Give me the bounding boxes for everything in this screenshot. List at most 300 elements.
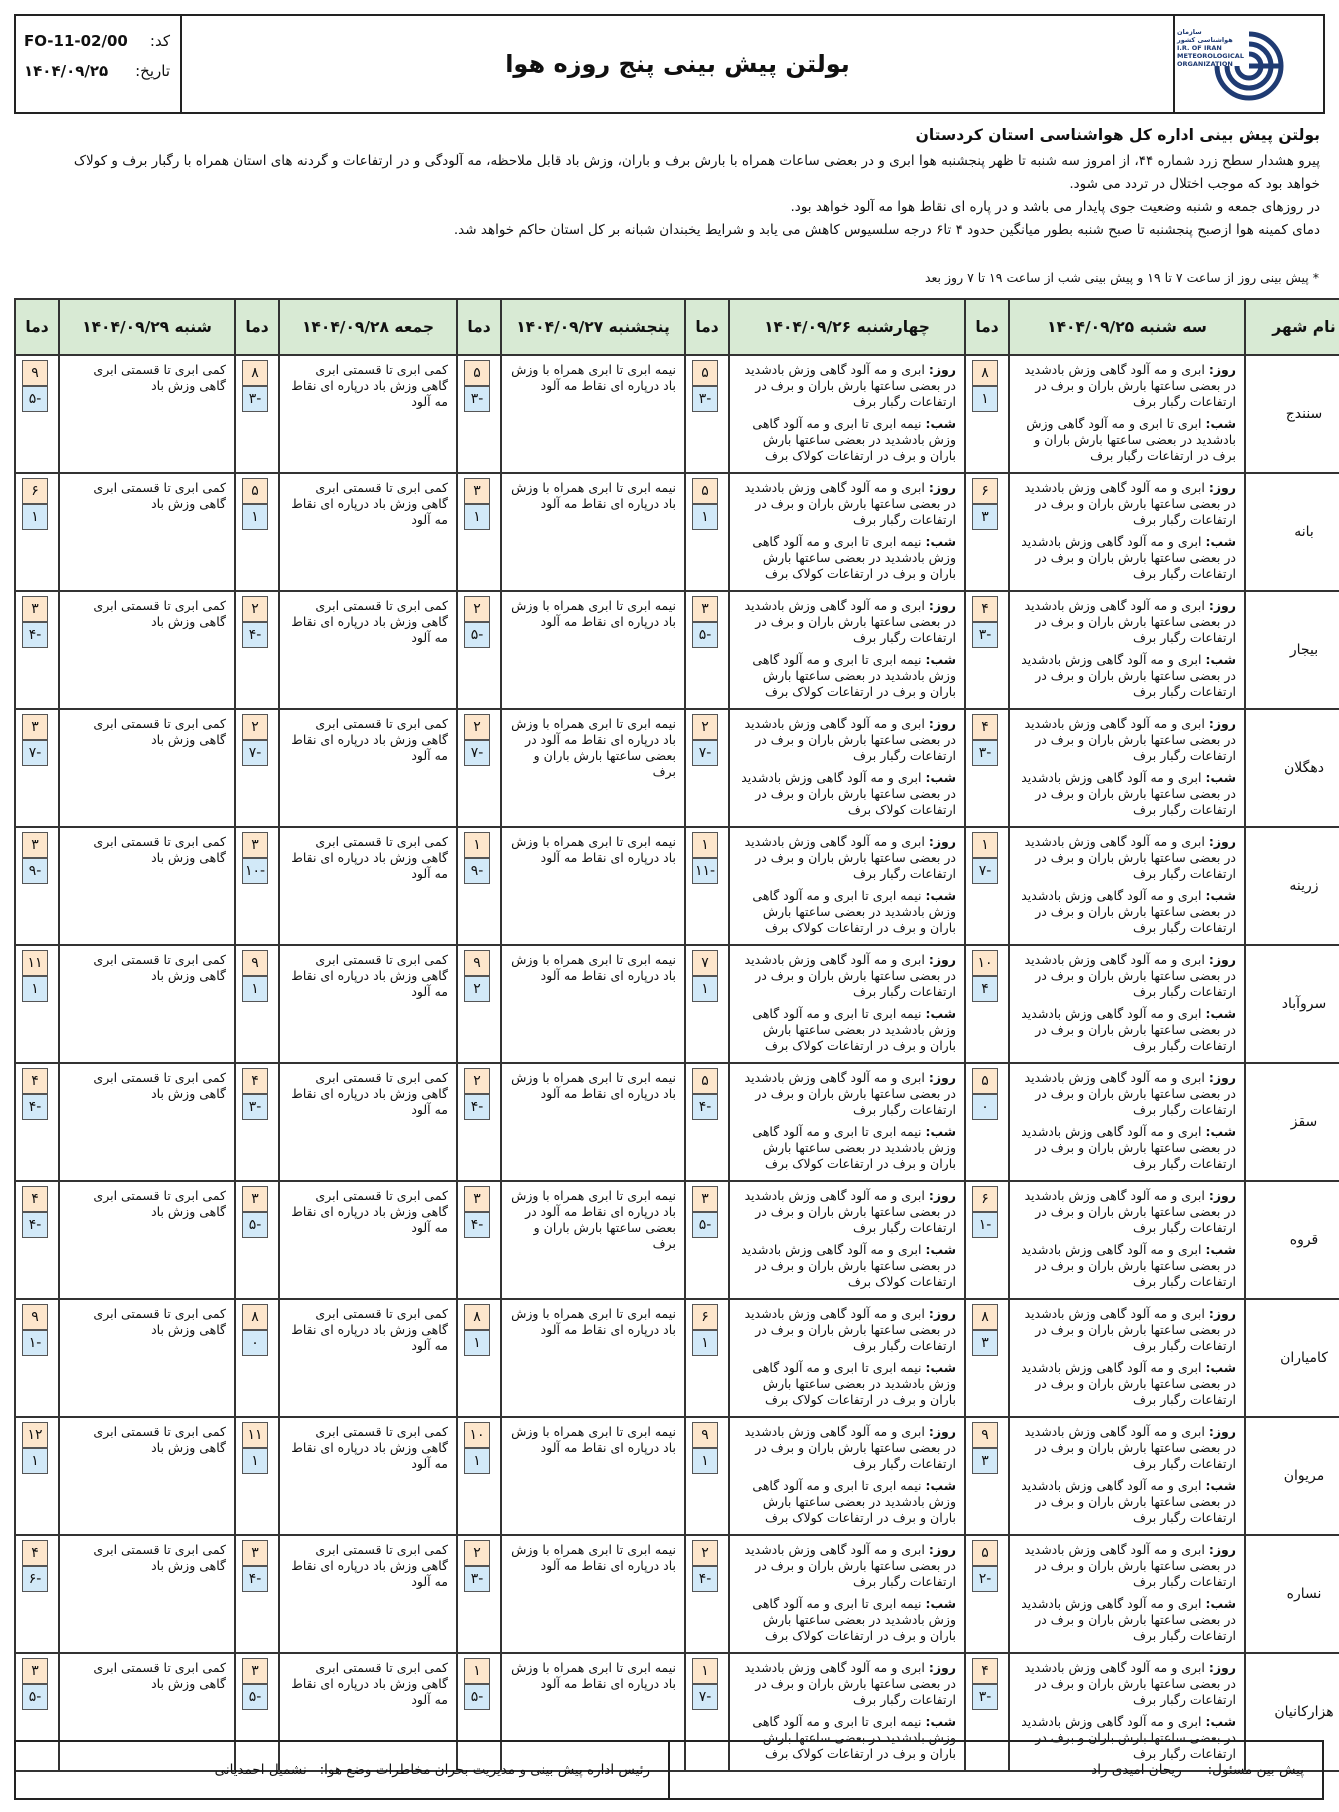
temperature-cell (457, 355, 501, 473)
night-label: شب: (1205, 1242, 1236, 1257)
day-forecast-text: ابری و مه آلود گاهی وزش بادشدید در بعضی ساعتها بارش باران و برف در ارتفاعات رگبار برف (1024, 952, 1236, 999)
temperature-cell (15, 945, 59, 1063)
forecast-desc-d2 (729, 355, 965, 473)
intro-heading: بولتن پیش بینی اداره کل هواشناسی استان کردستان (915, 126, 1320, 144)
forecast-text: کمی ابری تا قسمتی ابری گاهی وزش باد (93, 1424, 226, 1455)
day-header-5: شنبه ۱۴۰۴/۰۹/۲۹ (59, 299, 235, 355)
day-forecast (736, 1424, 956, 1472)
day-label: روز: (928, 598, 956, 613)
night-forecast (736, 652, 956, 700)
max-temp: ۲ (692, 1540, 718, 1566)
max-temp: ۳ (22, 832, 48, 858)
temperature-cell (235, 1181, 279, 1299)
night-forecast (1016, 534, 1236, 582)
min-temp: ۳ (972, 1448, 998, 1474)
max-temp: ۴ (22, 1068, 48, 1094)
day-label: روز: (928, 362, 956, 377)
night-label: شب: (925, 1478, 956, 1493)
day-header-2: چهارشنبه ۱۴۰۴/۰۹/۲۶ (729, 299, 965, 355)
forecast-text: نیمه ابری تا ابری همراه با وزش باد درپاره ای نقاط مه آلود (511, 362, 676, 393)
night-label: شب: (925, 416, 956, 431)
forecast-text: کمی ابری تا قسمتی ابری گاهی وزش باد درپاره ای نقاط مه آلود (291, 716, 448, 763)
forecast-desc-d4 (279, 1063, 457, 1181)
night-forecast (1016, 416, 1236, 464)
day-label: روز: (928, 834, 956, 849)
night-label: شب: (1205, 1478, 1236, 1493)
forecast-desc-d1 (1009, 945, 1245, 1063)
max-temp: ۳ (464, 1186, 490, 1212)
forecast-text: نیمه ابری تا ابری همراه با وزش باد درپاره ای نقاط مه آلود (511, 1542, 676, 1573)
city-name: سقز (1245, 1063, 1339, 1181)
night-forecast-text: ابری و مه آلود گاهی وزش بادشدید در بعضی ساعتها بارش باران و برف در ارتفاعات رگبار برف (1021, 534, 1236, 581)
night-forecast-text: ابری و مه آلود گاهی وزش بادشدید در بعضی ساعتها بارش باران و برف در ارتفاعات رگبار برف (1021, 652, 1236, 699)
night-label: شب: (1205, 1006, 1236, 1021)
day-label: روز: (1208, 716, 1236, 731)
max-temp: ۲ (242, 714, 268, 740)
max-temp: ۶ (972, 1186, 998, 1212)
table-row (15, 1535, 1339, 1653)
head-cell (16, 1742, 670, 1798)
forecast-desc-d2 (729, 1535, 965, 1653)
night-label: شب: (925, 534, 956, 549)
night-forecast-text: نیمه ابری تا ابری و مه آلود گاهی وزش بادشدید در بعضی ساعتها بارش باران و برف در ارتفاعات کولاک برف (752, 1596, 956, 1643)
max-temp: ۶ (972, 478, 998, 504)
day-header-3: پنجشنبه ۱۴۰۴/۰۹/۲۷ (501, 299, 685, 355)
min-temp: -۹ (464, 858, 490, 884)
temperature-cell (15, 709, 59, 827)
city-name: مریوان (1245, 1417, 1339, 1535)
day-forecast (1016, 834, 1236, 882)
day-forecast-text: ابری و مه آلود گاهی وزش بادشدید در بعضی ساعتها بارش باران و برف در ارتفاعات رگبار برف (744, 1542, 956, 1589)
night-forecast (1016, 1242, 1236, 1290)
city-name: سروآباد (1245, 945, 1339, 1063)
forecast-text: کمی ابری تا قسمتی ابری گاهی وزش باد (93, 480, 226, 511)
forecast-desc-d2 (729, 1181, 965, 1299)
table-row (15, 1063, 1339, 1181)
forecast-text: کمی ابری تا قسمتی ابری گاهی وزش باد (93, 362, 226, 393)
head-label: رئیس اداره پیش بینی و مدیریت بحران مخاطرات وضع هوا: (319, 1762, 650, 1778)
max-temp: ۳ (22, 714, 48, 740)
night-forecast (1016, 1596, 1236, 1644)
day-forecast (736, 1070, 956, 1118)
temperature-cell (15, 1299, 59, 1417)
day-forecast (1016, 716, 1236, 764)
day-forecast (736, 480, 956, 528)
day-forecast (736, 1660, 956, 1708)
min-temp: -۷ (242, 740, 268, 766)
forecast-text: کمی ابری تا قسمتی ابری گاهی وزش باد (93, 952, 226, 983)
city-name: نساره (1245, 1535, 1339, 1653)
forecast-text: نیمه ابری تا ابری همراه با وزش باد درپاره ای نقاط مه آلود (511, 1424, 676, 1455)
min-temp: -۶ (22, 1566, 48, 1592)
max-temp: ۳ (692, 596, 718, 622)
forecast-desc-d4 (279, 591, 457, 709)
day-forecast-text: ابری و مه آلود گاهی وزش بادشدید در بعضی ساعتها بارش باران و برف در ارتفاعات رگبار برف (1024, 1188, 1236, 1235)
day-label: روز: (928, 1070, 956, 1085)
forecast-text: کمی ابری تا قسمتی ابری گاهی وزش باد درپاره ای نقاط مه آلود (291, 480, 448, 527)
forecast-desc-d1 (1009, 591, 1245, 709)
min-temp: -۳ (972, 1684, 998, 1710)
forecast-text: کمی ابری تا قسمتی ابری گاهی وزش باد (93, 598, 226, 629)
temperature-cell (15, 1417, 59, 1535)
forecast-desc-d5 (59, 591, 235, 709)
temp-header: دما (457, 299, 501, 355)
day-forecast (736, 952, 956, 1000)
max-temp: ۵ (692, 1068, 718, 1094)
min-temp: -۳ (464, 1566, 490, 1592)
min-temp: ۳ (972, 1330, 998, 1356)
forecast-desc-d4 (279, 1299, 457, 1417)
night-forecast (1016, 1006, 1236, 1054)
forecast-desc-d3 (501, 709, 685, 827)
night-label: شب: (925, 1360, 956, 1375)
min-temp: -۹ (22, 858, 48, 884)
forecast-text: نیمه ابری تا ابری همراه با وزش باد درپاره ای نقاط مه آلود (511, 1660, 676, 1691)
table-row (15, 709, 1339, 827)
temperature-cell (685, 591, 729, 709)
day-forecast-text: ابری و مه آلود گاهی وزش بادشدید در بعضی ساعتها بارش باران و برف در ارتفاعات رگبار برف (744, 952, 956, 999)
temperature-cell (685, 1417, 729, 1535)
day-forecast (736, 716, 956, 764)
temperature-cell (15, 473, 59, 591)
max-temp: ۱ (464, 1658, 490, 1684)
temperature-cell (965, 1181, 1009, 1299)
forecast-desc-d3 (501, 1535, 685, 1653)
city-name: بانه (1245, 473, 1339, 591)
max-temp: ۴ (22, 1540, 48, 1566)
forecast-text: کمی ابری تا قسمتی ابری گاهی وزش باد (93, 1542, 226, 1573)
day-forecast (1016, 952, 1236, 1000)
intro-paragraph-2: در روزهای جمعه و شنبه وضعیت جوی پایدار می باشد و در پاره ای نقاط هوا مه آلود خواهد بود. (790, 199, 1320, 215)
table-row (15, 1181, 1339, 1299)
min-temp: ۱ (692, 504, 718, 530)
city-name: دهگلان (1245, 709, 1339, 827)
day-forecast-text: ابری و مه آلود گاهی وزش بادشدید در بعضی ساعتها بارش باران و برف در ارتفاعات رگبار برف (1024, 362, 1236, 409)
day-forecast-text: ابری و مه آلود گاهی وزش بادشدید در بعضی ساعتها بارش باران و برف در ارتفاعات رگبار برف (1024, 1424, 1236, 1471)
forecast-desc-d5 (59, 1535, 235, 1653)
max-temp: ۸ (972, 360, 998, 386)
night-forecast-text: ابری و مه آلود گاهی وزش بادشدید در بعضی ساعتها بارش باران و برف در ارتفاعات رگبار برف (1021, 770, 1236, 817)
max-temp: ۸ (464, 1304, 490, 1330)
forecast-text: کمی ابری تا قسمتی ابری گاهی وزش باد درپاره ای نقاط مه آلود (291, 952, 448, 999)
forecast-desc-d3 (501, 827, 685, 945)
min-temp: -۵ (692, 622, 718, 648)
temperature-cell (457, 945, 501, 1063)
night-forecast-text: ابری تا ابری و مه آلود گاهی وزش بادشدید در بعضی ساعتها بارش باران و برف در ارتفاعات رگبار برف (1026, 416, 1236, 463)
table-header-row (15, 299, 1339, 355)
night-label: شب: (1205, 652, 1236, 667)
table-row (15, 1299, 1339, 1417)
max-temp: ۶ (22, 478, 48, 504)
city-header: نام شهر (1245, 299, 1339, 355)
day-label: روز: (928, 480, 956, 495)
night-forecast (736, 1242, 956, 1290)
min-temp: -۵ (242, 1684, 268, 1710)
forecast-table-body (15, 355, 1339, 1771)
night-forecast-text: نیمه ابری تا ابری و مه آلود گاهی وزش بادشدید در بعضی ساعتها بارش باران و برف در ارتفاعات کولاک برف (752, 534, 956, 581)
night-forecast (736, 1006, 956, 1054)
min-temp: ۱ (464, 504, 490, 530)
day-label: روز: (1208, 1660, 1236, 1675)
temperature-cell (235, 709, 279, 827)
temperature-cell (965, 827, 1009, 945)
min-temp: ۱ (692, 1330, 718, 1356)
min-temp: ۰ (242, 1330, 268, 1356)
min-temp: -۴ (22, 622, 48, 648)
max-temp: ۹ (22, 360, 48, 386)
max-temp: ۴ (972, 714, 998, 740)
max-temp: ۳ (692, 1186, 718, 1212)
min-temp: ۲ (464, 976, 490, 1002)
temperature-cell (15, 827, 59, 945)
forecast-desc-d1 (1009, 1181, 1245, 1299)
head-name: نشمیل احمدیانی (214, 1762, 307, 1778)
min-temp: ۱ (464, 1448, 490, 1474)
table-row (15, 945, 1339, 1063)
max-temp: ۱۰ (464, 1422, 490, 1448)
forecast-text: کمی ابری تا قسمتی ابری گاهی وزش باد درپاره ای نقاط مه آلود (291, 1070, 448, 1117)
day-forecast (1016, 1542, 1236, 1590)
forecast-desc-d3 (501, 473, 685, 591)
temperature-cell (685, 709, 729, 827)
night-label: شب: (925, 1714, 956, 1729)
forecast-desc-d5 (59, 473, 235, 591)
temp-header: دما (965, 299, 1009, 355)
forecast-text: نیمه ابری تا ابری همراه با وزش باد درپاره ای نقاط مه آلود در بعضی ساعتها بارش باران و برف (511, 716, 676, 779)
day-label: روز: (1208, 1188, 1236, 1203)
forecast-text: کمی ابری تا قسمتی ابری گاهی وزش باد درپاره ای نقاط مه آلود (291, 1660, 448, 1707)
day-forecast-text: ابری و مه آلود گاهی وزش بادشدید در بعضی ساعتها بارش باران و برف در ارتفاعات رگبار برف (744, 362, 956, 409)
temperature-cell (685, 827, 729, 945)
date-value: ۱۴۰۴/۰۹/۲۵ (24, 62, 109, 80)
day-forecast-text: ابری و مه آلود گاهی وزش بادشدید در بعضی ساعتها بارش باران و برف در ارتفاعات رگبار برف (744, 1306, 956, 1353)
temperature-cell (685, 355, 729, 473)
min-temp: ۳ (972, 504, 998, 530)
max-temp: ۳ (22, 1658, 48, 1684)
forecast-text: کمی ابری تا قسمتی ابری گاهی وزش باد درپاره ای نقاط مه آلود (291, 834, 448, 881)
date-label: تاریخ: (135, 62, 170, 80)
forecast-desc-d1 (1009, 355, 1245, 473)
night-forecast-text: نیمه ابری تا ابری و مه آلود گاهی وزش بادشدید در بعضی ساعتها بارش باران و برف در ارتفاعات کولاک برف (752, 652, 956, 699)
min-temp: -۴ (692, 1094, 718, 1120)
night-forecast (736, 1596, 956, 1644)
max-temp: ۴ (972, 1658, 998, 1684)
forecast-text: نیمه ابری تا ابری همراه با وزش باد درپاره ای نقاط مه آلود (511, 598, 676, 629)
night-forecast-text: ابری و مه آلود گاهی وزش بادشدید در بعضی ساعتها بارش باران و برف در ارتفاعات کولاک برف (741, 1242, 956, 1289)
day-forecast-text: ابری و مه آلود گاهی وزش بادشدید در بعضی ساعتها بارش باران و برف در ارتفاعات رگبار برف (1024, 716, 1236, 763)
night-forecast-text: ابری و مه آلود گاهی وزش بادشدید در بعضی ساعتها بارش باران و برف در ارتفاعات رگبار برف (1021, 1124, 1236, 1171)
temperature-cell (15, 1181, 59, 1299)
temp-header: دما (15, 299, 59, 355)
max-temp: ۲ (242, 596, 268, 622)
night-forecast (736, 770, 956, 818)
temperature-cell (15, 1063, 59, 1181)
day-forecast (1016, 1424, 1236, 1472)
max-temp: ۷ (692, 950, 718, 976)
day-forecast (1016, 1070, 1236, 1118)
min-temp: -۵ (464, 1684, 490, 1710)
forecast-text: کمی ابری تا قسمتی ابری گاهی وزش باد درپاره ای نقاط مه آلود (291, 598, 448, 645)
forecast-desc-d4 (279, 355, 457, 473)
day-label: روز: (928, 1424, 956, 1439)
day-forecast-text: ابری و مه آلود گاهی وزش بادشدید در بعضی ساعتها بارش باران و برف در ارتفاعات رگبار برف (1024, 1070, 1236, 1117)
city-name: کامیاران (1245, 1299, 1339, 1417)
max-temp: ۹ (22, 1304, 48, 1330)
forecast-text: کمی ابری تا قسمتی ابری گاهی وزش باد (93, 1660, 226, 1691)
forecast-text: کمی ابری تا قسمتی ابری گاهی وزش باد درپاره ای نقاط مه آلود (291, 1424, 448, 1471)
max-temp: ۳ (242, 1658, 268, 1684)
day-label: روز: (928, 1188, 956, 1203)
min-temp: -۷ (972, 858, 998, 884)
min-temp: -۱ (972, 1212, 998, 1238)
night-forecast-text: نیمه ابری تا ابری و مه آلود گاهی وزش بادشدید در بعضی ساعتها بارش باران و برف در ارتفاعات کولاک برف (752, 416, 956, 463)
day-label: روز: (1208, 598, 1236, 613)
night-forecast-text: نیمه ابری تا ابری و مه آلود گاهی وزش بادشدید در بعضی ساعتها بارش باران و برف در ارتفاعات کولاک برف (752, 1360, 956, 1407)
table-row (15, 473, 1339, 591)
day-forecast (1016, 1660, 1236, 1708)
min-temp: -۳ (242, 1094, 268, 1120)
night-forecast (736, 1124, 956, 1172)
intro-paragraph-3: دمای کمینه هوا ازصبح پنجشنبه تا صبح شنبه بطور میانگین حدود ۴ تا۶ درجه سلسیوس کاهش می یابد و شرایط یخبندان شبانه بر کل استان حاکم خواهد شد. (453, 222, 1320, 238)
temperature-cell (235, 473, 279, 591)
max-temp: ۱۱ (22, 950, 48, 976)
temperature-cell (235, 1063, 279, 1181)
night-forecast (1016, 1360, 1236, 1408)
temperature-cell (15, 1535, 59, 1653)
forecast-desc-d1 (1009, 827, 1245, 945)
max-temp: ۳ (22, 596, 48, 622)
max-temp: ۳ (242, 1186, 268, 1212)
forecast-desc-d4 (279, 473, 457, 591)
temperature-cell (685, 1299, 729, 1417)
day-forecast-text: ابری و مه آلود گاهی وزش بادشدید در بعضی ساعتها بارش باران و برف در ارتفاعات رگبار برف (744, 1070, 956, 1117)
max-temp: ۹ (464, 950, 490, 976)
temperature-cell (685, 473, 729, 591)
forecast-text: نیمه ابری تا ابری همراه با وزش باد درپاره ای نقاط مه آلود (511, 952, 676, 983)
min-temp: -۴ (464, 1094, 490, 1120)
night-label: شب: (925, 1124, 956, 1139)
forecast-text: کمی ابری تا قسمتی ابری گاهی وزش باد (93, 716, 226, 747)
day-label: روز: (1208, 1424, 1236, 1439)
min-temp: ۱ (242, 976, 268, 1002)
min-temp: -۳ (972, 740, 998, 766)
day-forecast (736, 1306, 956, 1354)
forecast-text: نیمه ابری تا ابری همراه با وزش باد درپاره ای نقاط مه آلود (511, 1306, 676, 1337)
forecast-desc-d2 (729, 1063, 965, 1181)
forecast-desc-d4 (279, 1535, 457, 1653)
max-temp: ۲ (464, 714, 490, 740)
max-temp: ۴ (242, 1068, 268, 1094)
min-temp: ۱ (242, 1448, 268, 1474)
bulletin-title: بولتن پیش بینی پنج روزه هوا (180, 16, 1173, 112)
night-forecast-text: ابری و مه آلود گاهی وزش بادشدید در بعضی ساعتها بارش باران و برف در ارتفاعات کولاک برف (741, 770, 956, 817)
min-temp: -۵ (22, 1684, 48, 1710)
night-forecast (736, 534, 956, 582)
day-forecast (736, 362, 956, 410)
day-label: روز: (1208, 1542, 1236, 1557)
min-temp: ۱ (692, 1448, 718, 1474)
forecast-desc-d2 (729, 473, 965, 591)
day-forecast-text: ابری و مه آلود گاهی وزش بادشدید در بعضی ساعتها بارش باران و برف در ارتفاعات رگبار برف (744, 598, 956, 645)
forecast-desc-d2 (729, 945, 965, 1063)
max-temp: ۱ (692, 1658, 718, 1684)
intro-paragraph-1: پیرو هشدار سطح زرد شماره ۴۴، از امروز سه شنبه تا ظهر پنجشنبه هوا ابری و در بعضی ساعات همراه با بارش برف و باران، وزش باد قابل ملاحظه، مه آلودگی و در ارتفاعات و گردنه های استان همراه با رگبار برف و کولاک خواهد بود که موجب اختلال در تردد می شود. (73, 153, 1320, 192)
forecast-desc-d5 (59, 709, 235, 827)
table-row (15, 591, 1339, 709)
night-label: شب: (925, 1596, 956, 1611)
night-label: شب: (1205, 1714, 1236, 1729)
max-temp: ۵ (464, 360, 490, 386)
night-forecast (736, 1360, 956, 1408)
forecast-desc-d4 (279, 1417, 457, 1535)
forecast-desc-d3 (501, 1063, 685, 1181)
temperature-cell (965, 709, 1009, 827)
day-label: روز: (928, 1306, 956, 1321)
day-label: روز: (928, 1542, 956, 1557)
bulletin-header (14, 14, 1325, 114)
max-temp: ۵ (692, 478, 718, 504)
min-temp: -۵ (464, 622, 490, 648)
night-forecast-text: ابری و مه آلود گاهی وزش بادشدید در بعضی ساعتها بارش باران و برف در ارتفاعات رگبار برف (1021, 1360, 1236, 1407)
min-temp: -۷ (692, 740, 718, 766)
forecast-desc-d5 (59, 355, 235, 473)
city-name: سنندج (1245, 355, 1339, 473)
temperature-cell (235, 827, 279, 945)
night-forecast (736, 1478, 956, 1526)
day-forecast (1016, 1188, 1236, 1236)
code-label: کد: (149, 32, 170, 50)
night-forecast (1016, 1124, 1236, 1172)
min-temp: ۱ (22, 976, 48, 1002)
forecast-desc-d5 (59, 1181, 235, 1299)
min-temp: -۳ (464, 386, 490, 412)
forecaster-name: ریحان امیدی راد (1091, 1762, 1182, 1778)
day-forecast-text: ابری و مه آلود گاهی وزش بادشدید در بعضی ساعتها بارش باران و برف در ارتفاعات رگبار برف (1024, 1660, 1236, 1707)
night-label: شب: (1205, 1596, 1236, 1611)
forecast-desc-d3 (501, 1181, 685, 1299)
forecast-desc-d1 (1009, 1417, 1245, 1535)
signature-footer (14, 1740, 1324, 1800)
day-header-4: جمعه ۱۴۰۴/۰۹/۲۸ (279, 299, 457, 355)
max-temp: ۱۲ (22, 1422, 48, 1448)
temperature-cell (965, 1417, 1009, 1535)
max-temp: ۲ (464, 1540, 490, 1566)
temperature-cell (235, 1417, 279, 1535)
code-value: FO-11-02/00 (24, 32, 128, 50)
min-temp: -۱ (22, 1330, 48, 1356)
max-temp: ۵ (692, 360, 718, 386)
temperature-cell (457, 827, 501, 945)
temperature-cell (685, 1063, 729, 1181)
temperature-cell (965, 1535, 1009, 1653)
min-temp: -۴ (692, 1566, 718, 1592)
forecast-text: نیمه ابری تا ابری همراه با وزش باد درپاره ای نقاط مه آلود (511, 834, 676, 865)
temperature-cell (457, 709, 501, 827)
min-temp: ۱ (22, 1448, 48, 1474)
max-temp: ۵ (242, 478, 268, 504)
forecast-desc-d2 (729, 709, 965, 827)
night-forecast (736, 416, 956, 464)
night-label: شب: (1205, 416, 1236, 431)
day-forecast (1016, 362, 1236, 410)
forecast-desc-d2 (729, 1417, 965, 1535)
max-temp: ۸ (242, 1304, 268, 1330)
max-temp: ۲ (464, 1068, 490, 1094)
day-forecast-text: ابری و مه آلود گاهی وزش بادشدید در بعضی ساعتها بارش باران و برف در ارتفاعات رگبار برف (1024, 1542, 1236, 1589)
day-label: روز: (1208, 480, 1236, 495)
max-temp: ۸ (242, 360, 268, 386)
night-label: شب: (1205, 1124, 1236, 1139)
